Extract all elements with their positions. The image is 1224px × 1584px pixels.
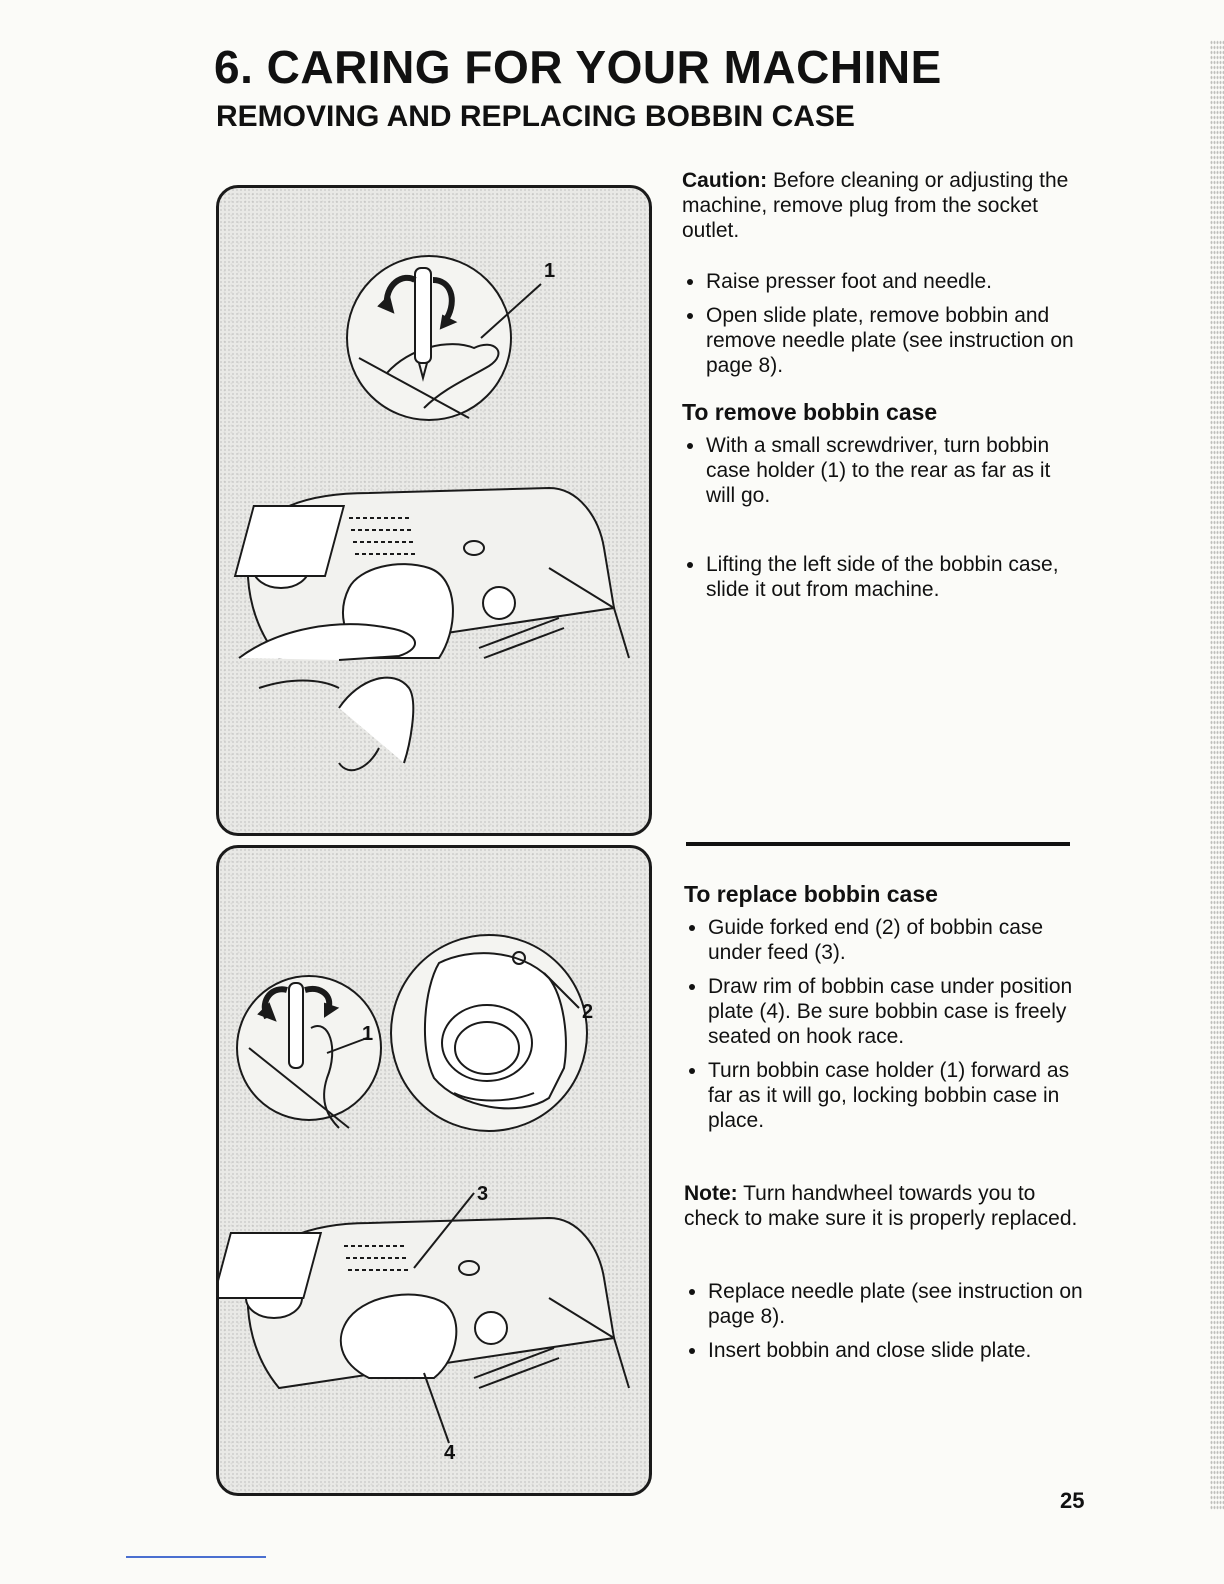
scan-mark xyxy=(126,1556,266,1558)
callout-label-1: 1 xyxy=(544,260,556,282)
callout-label-4: 4 xyxy=(444,1442,456,1464)
scan-edge-shadow xyxy=(1210,40,1224,1510)
callout-label-3: 3 xyxy=(477,1183,489,1205)
remove-steps-list xyxy=(682,433,1082,602)
section-title: REMOVING AND REPLACING BOBBIN CASE xyxy=(216,100,855,133)
chapter-title: 6. CARING FOR YOUR MACHINE xyxy=(214,41,942,93)
replace-steps-list xyxy=(684,915,1084,1133)
note xyxy=(684,1181,1084,1231)
remove-instructions xyxy=(682,168,1082,611)
replace-heading: To replace bobbin case xyxy=(684,881,938,907)
list-item: Replace needle plate (see instruction on page 8). xyxy=(684,1279,1084,1329)
list-item: With a small screwdriver, turn bobbin case holder (1) to the rear as far as it will go. xyxy=(682,433,1082,508)
inset-bobbin-case-detail xyxy=(391,935,587,1131)
remove-heading: To remove bobbin case xyxy=(682,399,938,425)
replace-instructions xyxy=(684,882,1084,1372)
list-item: Raise presser foot and needle. xyxy=(682,269,1082,294)
illustration-remove-bobbin-case xyxy=(216,185,652,836)
final-steps-list xyxy=(684,1279,1084,1363)
section-divider xyxy=(686,842,1070,846)
hand-drawing xyxy=(239,624,415,770)
callout-label-1: 1 xyxy=(362,1023,374,1045)
illustration-replace-bobbin-case xyxy=(216,845,652,1496)
list-item: Draw rim of bobbin case under position plate (4). Be sure bobbin case is freely seated on hook race. xyxy=(684,974,1084,1049)
list-item: Open slide plate, remove bobbin and remove needle plate (see instruction on page 8). xyxy=(682,303,1082,378)
caution-note xyxy=(682,168,1082,243)
inset-screwdriver-detail xyxy=(237,976,381,1128)
list-item: Guide forked end (2) of bobbin case under feed (3). xyxy=(684,915,1084,965)
list-item: Lifting the left side of the bobbin case, slide it out from machine. xyxy=(682,552,1082,602)
page-number: 25 xyxy=(1060,1488,1085,1513)
note-text: Turn handwheel towards you to check to make sure it is properly replaced. xyxy=(684,1182,1078,1230)
caution-label: Caution: xyxy=(682,169,768,192)
callout-line-4 xyxy=(424,1373,449,1443)
machine-bed-drawing xyxy=(219,1218,629,1388)
list-item: Insert bobbin and close slide plate. xyxy=(684,1338,1084,1363)
note-label: Note: xyxy=(684,1182,738,1205)
inset-screwdriver-detail xyxy=(347,256,511,420)
intro-steps-list xyxy=(682,269,1082,378)
callout-label-2: 2 xyxy=(582,1001,594,1023)
caution-text: Before cleaning or adjusting the machine, remove plug from the socket outlet. xyxy=(682,169,1069,242)
list-item: Turn bobbin case holder (1) forward as far as it will go, locking bobbin case in place. xyxy=(684,1058,1084,1133)
